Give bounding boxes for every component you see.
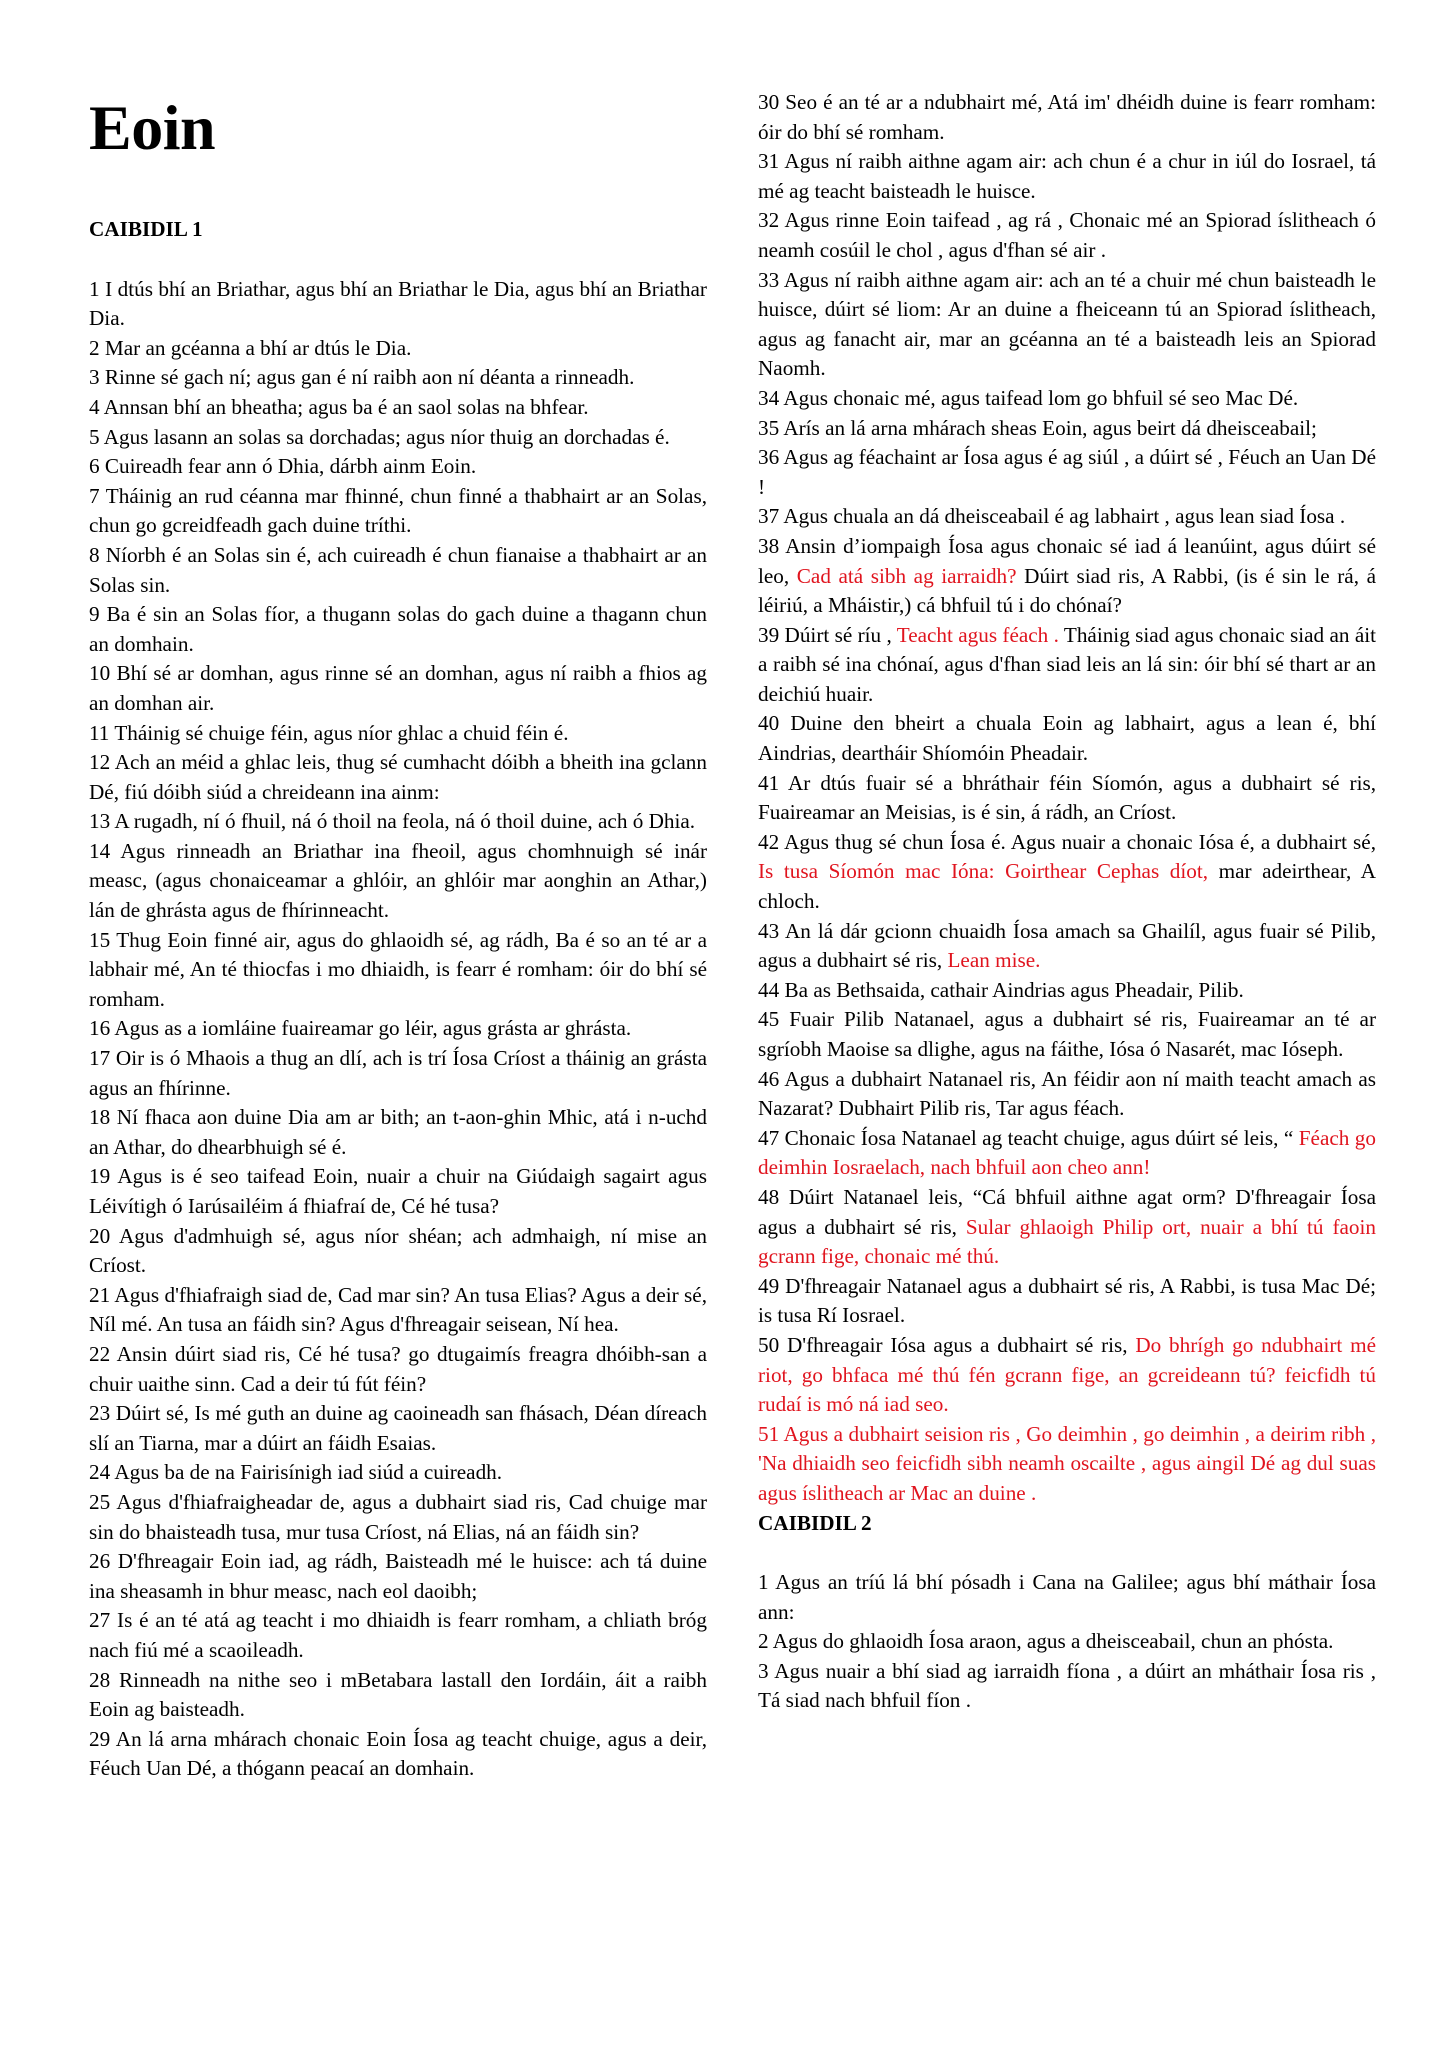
verse — [758, 147, 1376, 206]
verse — [89, 482, 707, 541]
right-column — [758, 88, 1376, 1716]
verse-text: 40 Duine den bheirt a chuala Eoin ag labhairt, agus a lean é, bhí Aindrias, deartháir Shíomóin Pheadair. — [758, 711, 1376, 766]
verse-text: 21 Agus d'fhiafraigh siad de, Cad mar sin? An tusa Elias? Agus a deir sé, Níl mé. An tusa an fáidh sin? Agus d'fhreagair seisean, Ní hea. — [89, 1282, 707, 1337]
verse — [758, 1065, 1376, 1124]
verse — [89, 363, 707, 393]
verse — [758, 414, 1376, 444]
verse — [758, 828, 1376, 917]
verse — [89, 1606, 707, 1665]
verse-list — [758, 1568, 1376, 1716]
verse-text: 16 Agus as a iomláine fuaireamar go léir, agus grásta ar ghrásta. — [89, 1016, 632, 1041]
verse-text: 6 Cuireadh fear ann ó Dhia, dárbh ainm Eoin. — [89, 454, 477, 479]
verse-text: 23 Dúirt sé, Is mé guth an duine ag caoineadh san fhásach, Déan díreach slí an Tiarna, mar a dúirt an fáidh Esaias. — [89, 1401, 707, 1455]
verse-text: 38 Ansin d’iompaigh Íosa agus chonaic sé iad á leanúint, agus dúirt sé leo, — [758, 533, 1376, 588]
verse-text: 18 Ní fhaca aon duine Dia am ar bith; an t-aon-ghin Mhic, atá i n-uchd an Athar, do dhearbhuigh sé é. — [89, 1105, 707, 1159]
verse-text: 41 Ar dtús fuair sé a bhráthair féin Síomón, agus a dubhairt sé ris, Fuaireamar an Meisias, is é sin, á rádh, an Críost. — [758, 770, 1376, 825]
verse-list — [758, 88, 1376, 1509]
verse-text: 50 D'fhreagair Iósa agus a dubhairt sé ris, — [758, 1332, 1136, 1357]
verse — [89, 1014, 707, 1044]
verse — [89, 719, 707, 749]
verse-text: mar adeirthear, A chloch. — [758, 859, 1376, 914]
verse — [89, 926, 707, 1015]
verse-text: 36 Agus ag féachaint ar Íosa agus é ag siúl , a dúirt sé , Féuch an Uan Dé ! — [758, 445, 1376, 499]
verse-text: 48 Dúirt Natanael leis, “Cá bhfuil aithne agat orm? D'fhreagair Íosa agus a dubhairt sé ris, — [758, 1184, 1376, 1239]
verse — [758, 1272, 1376, 1331]
verse — [89, 1458, 707, 1488]
verse-text: 2 Agus do ghlaoidh Íosa araon, agus a dheisceabail, chun an phósta. — [758, 1629, 1334, 1654]
verse-text-red: Féach go deimhin Iosraelach, nach bhfuil aon cheo ann! — [758, 1125, 1376, 1180]
verse — [758, 976, 1376, 1006]
verse-text: 43 An lá dár gcionn chuaidh Íosa amach sa Ghailíl, agus fuair sé Pilib, agus a dubhairt sé ris, — [758, 918, 1376, 973]
verse-text: 1 I dtús bhí an Briathar, agus bhí an Briathar le Dia, agus bhí an Briathar Dia. — [89, 276, 707, 331]
verse — [758, 443, 1376, 502]
verse-text: 25 Agus d'fhiafraigheadar de, agus a dubhairt siad ris, Cad chuige mar sin do bhaisteadh tusa, mur tusa Críost, ná Elias, ná an fáidh sin? — [89, 1489, 707, 1544]
verse-text: 8 Níorbh é an Solas sin é, ach cuireadh é chun fianaise a thabhairt ar an Solas sin. — [89, 542, 707, 597]
verse — [89, 1044, 707, 1103]
verse-text: 7 Tháinig an rud céanna mar fhinné, chun finné a thabhairt ar an Solas, chun go gcreidfeadh gach duine tríthi. — [89, 483, 707, 538]
verse-text-red: Teacht agus féach . — [896, 622, 1059, 647]
verse-text: 49 D'fhreagair Natanael agus a dubhairt sé ris, A Rabbi, is tusa Mac Dé; is tusa Rí Iosrael. — [758, 1273, 1376, 1328]
verse-text: 5 Agus lasann an solas sa dorchadas; agus níor thuig an dorchadas é. — [89, 424, 670, 449]
verse-text: 9 Ba é sin an Solas fíor, a thugann solas do gach duine a thagann chun an domhain. — [89, 602, 707, 656]
verse — [89, 393, 707, 423]
verse — [758, 532, 1376, 621]
verse-text: 27 Is é an té atá ag teacht i mo dhiaidh is fearr romham, a chliath bróg nach fiú mé a scaoileadh. — [89, 1608, 707, 1662]
verse-text: 22 Ansin dúirt siad ris, Cé hé tusa? go dtugaimís freagra dhóibh-san a chuir uaithe sinn. Cad a deir tú fút féin? — [89, 1341, 707, 1396]
verse-text: 2 Mar an gcéanna a bhí ar dtús le Dia. — [89, 335, 412, 360]
verse — [89, 837, 707, 926]
verse — [89, 1725, 707, 1784]
verse-text: 20 Agus d'admhuigh sé, agus níor shéan; ach admhaigh, ní mise an Críost. — [89, 1223, 707, 1278]
verse-text: 28 Rinneadh na nithe seo i mBetabara lastall den Iordáin, áit a raibh Eoin ag baisteadh. — [89, 1667, 707, 1722]
verse — [758, 266, 1376, 384]
verse — [89, 659, 707, 718]
verse — [89, 1222, 707, 1281]
verse-text: 15 Thug Eoin finné air, agus do ghlaoidh sé, ag rádh, Ba é so an té ar a labhair mé, An té thiocfas i mo dhiaidh, is fearr é romham: óir do bhí sé romham. — [89, 927, 707, 1011]
verse-text-red: Do bhrígh go ndubhairt mé riot, go bhfaca mé thú fén gcrann fige, an gcreideann tú? feicfidh tú rudaí is mó ná iad seo. — [758, 1332, 1376, 1417]
verse — [758, 917, 1376, 976]
verse — [89, 1666, 707, 1725]
verse — [89, 1281, 707, 1340]
verse-text: 24 Agus ba de na Fairisínigh iad siúd a cuireadh. — [89, 1460, 503, 1485]
verse-text: 34 Agus chonaic mé, agus taifead lom go bhfuil sé seo Mac Dé. — [758, 385, 1299, 410]
verse-text: 3 Agus nuair a bhí siad ag iarraidh fíona , a dúirt an mháthair Íosa ris , Tá siad nach bhfuil fíon . — [758, 1658, 1376, 1713]
verse-text-red: Sular ghlaoigh Philip ort, nuair a bhí tú faoin gcrann fige, chonaic mé thú. — [758, 1214, 1377, 1269]
verse — [758, 709, 1376, 768]
verse — [758, 1568, 1376, 1627]
verse-text: 26 D'fhreagair Eoin iad, ag rádh, Baisteadh mé le huisce: ach tá duine ina sheasamh in bhur measc, nach eol daoibh; — [89, 1549, 707, 1603]
verse — [758, 1657, 1376, 1716]
verse — [758, 621, 1376, 710]
verse-text: 14 Agus rinneadh an Briathar ina fheoil, agus chomhnuigh sé inár measc, (agus chonaiceamar a ghlóir, an ghlóir mar aonghin an Athar,) lán de ghrásta agus de fhírinneacht. — [89, 838, 707, 923]
verse — [758, 1005, 1376, 1064]
verse — [89, 1340, 707, 1399]
verse — [758, 1420, 1376, 1509]
verse-text-red: 51 Agus a dubhairt seision ris , Go deimhin , go deimhin , a deirim ribh , 'Na dhiaidh seo feicfidh sibh neamh oscailte , agus aingil Dé ag dul suas agus íslitheach ar Mac an duine . — [758, 1421, 1376, 1505]
verse — [89, 600, 707, 659]
left-column — [89, 92, 707, 1784]
verse — [89, 541, 707, 600]
verse-text-red: Is tusa Síomón mac Ióna: Goirthear Cephas díot, — [758, 859, 1209, 884]
verse-text: 31 Agus ní raibh aithne agam air: ach chun é a chur in iúl do Iosrael, tá mé ag teacht baisteadh le huisce. — [758, 149, 1376, 203]
verse-text: 33 Agus ní raibh aithne agam air: ach an té a chuir mé chun baisteadh le huisce, dúirt sé liom: Ar an duine a fheiceann tú an Spiorad íslitheach, agus ag fanacht air, mar an gcéanna an té a baisteadh leis an Spiorad Naomh. — [758, 267, 1376, 381]
verse — [758, 1183, 1376, 1272]
verse-text: Tháinig siad agus chonaic siad an áit a raibh sé ina chónaí, agus d'fhan siad leis an lá sin: óir bhí sé thart ar an deichiú huair. — [758, 622, 1376, 706]
verse-text: 39 Dúirt sé ríu , — [758, 622, 897, 647]
verse — [89, 1162, 707, 1221]
verse-text: 12 Ach an méid a ghlac leis, thug sé cumhacht dóibh a bheith ina gclann Dé, fiú dóibh siúd a chreideann ina ainm: — [89, 750, 707, 804]
verse-text: 46 Agus a dubhairt Natanael ris, An féidir aon ní maith teacht amach as Nazarat? Dubhairt Pilib ris, Tar agus féach. — [758, 1066, 1376, 1121]
verse — [89, 1488, 707, 1547]
verse — [758, 206, 1376, 265]
verse-text: 37 Agus chuala an dá dheisceabail é ag labhairt , agus lean siad Íosa . — [758, 504, 1346, 529]
verse — [89, 807, 707, 837]
chapter-heading: CAIBIDIL 1 — [89, 217, 203, 241]
verse-text: 30 Seo é an té ar a ndubhairt mé, Atá im' dhéidh duine is fearr romham: óir do bhí sé romham. — [758, 90, 1376, 144]
verse — [89, 1399, 707, 1458]
verse — [89, 334, 707, 364]
verse — [758, 1627, 1376, 1657]
verse-text: 13 A rugadh, ní ó fhuil, ná ó thoil na feola, ná ó thoil duine, ach ó Dhia. — [89, 809, 696, 834]
verse-text: 19 Agus is é seo taifead Eoin, nuair a chuir na Giúdaigh sagairt agus Léivítigh ó Iarúsailéim á fhiafraí de, Cé hé tusa? — [89, 1164, 707, 1218]
verse — [89, 452, 707, 482]
verse-text-red: Lean mise. — [947, 948, 1041, 973]
verse-text-red: Cad atá sibh ag iarraidh? — [796, 563, 1017, 588]
verse-text: 35 Arís an lá arna mhárach sheas Eoin, agus beirt dá dheisceabail; — [758, 415, 1317, 440]
verse — [89, 1547, 707, 1606]
verse-list — [89, 275, 707, 1784]
verse — [89, 423, 707, 453]
verse-text: 10 Bhí sé ar domhan, agus rinne sé an domhan, agus ní raibh a fhios ag an domhan air. — [89, 661, 707, 715]
verse-text: Dúirt siad ris, A Rabbi, (is é sin le rá, á léiriú, a Mháistir,) cá bhfuil tú i do chónaí? — [758, 563, 1376, 618]
verse — [758, 1124, 1376, 1183]
verse-text: 1 Agus an tríú lá bhí pósadh i Cana na Galilee; agus bhí máthair Íosa ann: — [758, 1570, 1376, 1624]
verse-text: 45 Fuair Pilib Natanael, agus a dubhairt sé ris, Fuaireamar an té ar sgríobh Maoise sa dlighe, agus na fáithe, Iósa ó Nasarét, mac Ióseph. — [758, 1007, 1376, 1061]
verse — [758, 88, 1376, 147]
verse — [758, 1331, 1376, 1420]
verse-text: 29 An lá arna mhárach chonaic Eoin Íosa ag teacht chuige, agus a deir, Féuch Uan Dé, a thógann peacaí an domhain. — [89, 1726, 707, 1781]
verse — [89, 275, 707, 334]
verse-text: 32 Agus rinne Eoin taifead , ag rá , Chonaic mé an Spiorad íslitheach ó neamh cosúil le chol , agus d'fhan sé air . — [758, 208, 1376, 262]
verse — [758, 769, 1376, 828]
verse-text: 44 Ba as Bethsaida, cathair Aindrias agus Pheadair, Pilib. — [758, 977, 1244, 1002]
verse-text: 11 Tháinig sé chuige féin, agus níor ghlac a chuid féin é. — [89, 720, 569, 745]
verse — [89, 1103, 707, 1162]
verse-text: 3 Rinne sé gach ní; agus gan é ní raibh aon ní déanta a rinneadh. — [89, 365, 635, 390]
verse — [758, 502, 1376, 532]
book-title: Eoin — [89, 92, 216, 163]
verse — [758, 384, 1376, 414]
verse-text: 4 Annsan bhí an bheatha; agus ba é an saol solas na bhfear. — [89, 394, 589, 419]
verse — [89, 748, 707, 807]
verse-text: 17 Oir is ó Mhaois a thug an dlí, ach is trí Íosa Críost a tháinig an grásta agus an fhírinne. — [89, 1046, 707, 1100]
verse-text: 42 Agus thug sé chun Íosa é. Agus nuair a chonaic Iósa é, a dubhairt sé, — [758, 829, 1376, 854]
chapter-heading: CAIBIDIL 2 — [758, 1510, 872, 1535]
verse-text: 47 Chonaic Íosa Natanael ag teacht chuige, agus dúirt sé leis, “ — [758, 1125, 1299, 1150]
